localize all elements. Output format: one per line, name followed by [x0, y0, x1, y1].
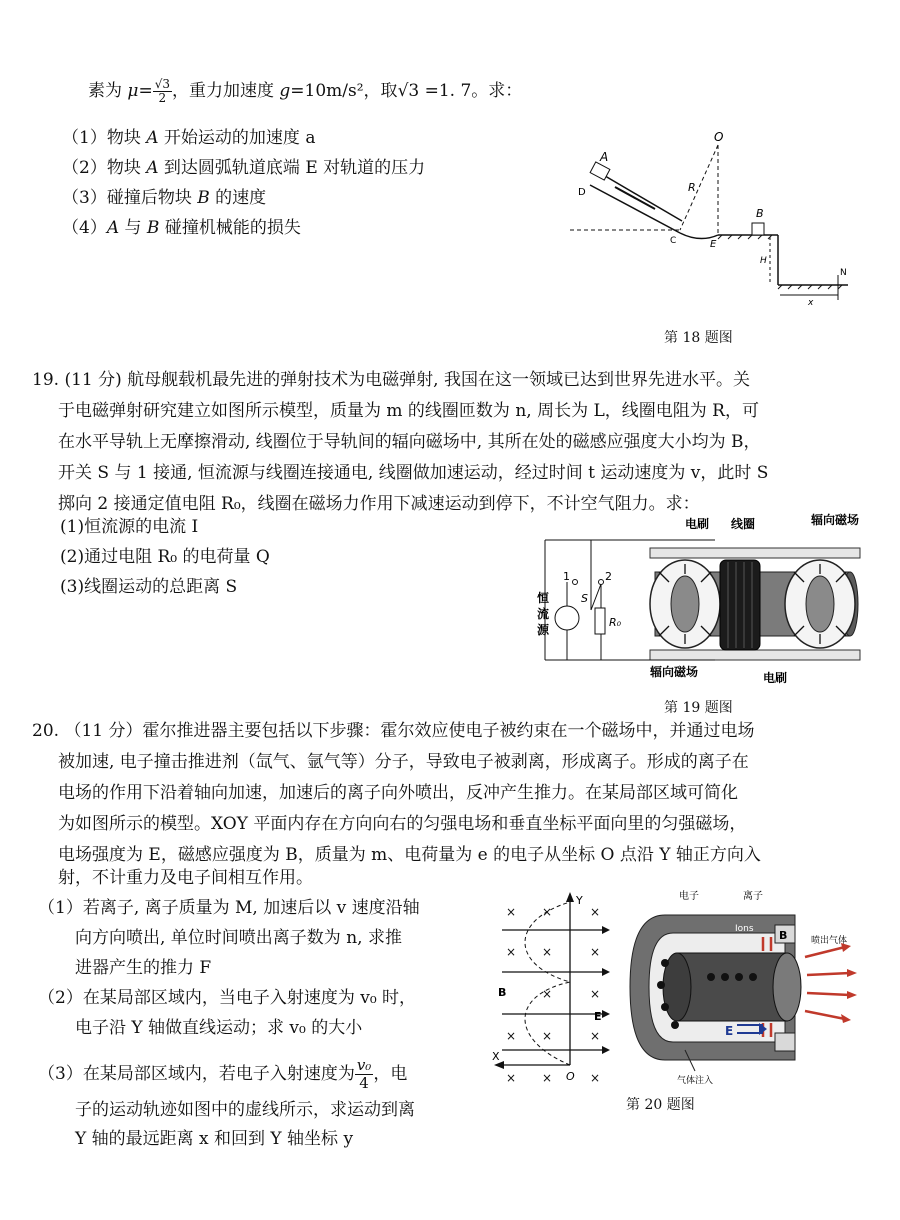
q20-item-2a: （2）在某局部区域内，当电子入射速度为 v₀ 时， — [38, 988, 417, 1008]
label-y-axis: Y — [576, 894, 583, 907]
q20-item-3b: 子的运动轨迹如图中的虚线所示，求运动到离 — [75, 1100, 415, 1120]
q19-line-3: 在水平导轨上无摩擦滑动, 线圈位于导轨间的辐向磁场中, 其所在处的磁感应强度大小均为 B， — [58, 432, 761, 452]
b-field-cross: × — [542, 1071, 553, 1085]
label-ions: Ions — [735, 924, 754, 934]
label-exhaust: 喷出气体 — [811, 936, 848, 946]
q18-item-4: （4）A 与 B 碰撞机械能的损失 — [62, 218, 301, 238]
q19-caption: 第 19 题图 — [664, 700, 733, 716]
fraction-v0-over-4: $\frac{\text{v₀}}{4}$ — [356, 1056, 372, 1092]
q19-item-3: (3)线圈运动的总距离 S — [60, 577, 238, 597]
label-source-1: 恒 — [537, 591, 550, 605]
q18-intro-line: 素为 μ= $\frac{√3}{2}$ ，重力加速度 g=10m/s²，取√3 =1. 7。求： — [88, 77, 523, 105]
label-x: x — [808, 298, 814, 308]
label-gas-inlet: 气体注入 — [677, 1076, 714, 1086]
q20-item-1a: （1）若离子, 离子质量为 M, 加速后以 v 速度沿轴 — [38, 898, 420, 918]
label-source-2: 流 — [537, 607, 550, 621]
b-field-cross: × — [590, 945, 601, 959]
resistor-r0 — [595, 608, 605, 634]
label-c: C — [670, 236, 677, 246]
b-field-cross: × — [506, 905, 517, 919]
q20-line-3: 电场的作用下沿着轴向加速，加速后的离子向外喷出，反冲产生推力。在某局部区域可简化 — [58, 783, 738, 803]
label-b: B — [498, 986, 507, 999]
label-e: E — [710, 239, 717, 250]
label-r: R — [688, 181, 696, 194]
q18-figure — [570, 125, 860, 315]
fraction-sqrt3-over-2: $\frac{√3}{2}$ — [154, 77, 170, 105]
label-electron: 电子 — [679, 891, 699, 902]
b-field-cross: × — [506, 1071, 517, 1085]
label-d: D — [578, 187, 586, 198]
q20-item-3c: Y 轴的最远距离 x 和回到 Y 轴坐标 y — [75, 1129, 354, 1149]
label-e: E — [594, 1010, 602, 1023]
q20-line-4: 为如图所示的模型。XOY 平面内存在方向向右的匀强电场和垂直坐标平面向里的匀强磁场， — [58, 814, 747, 834]
coil — [720, 560, 760, 650]
b-field-cross: × — [506, 1029, 517, 1043]
q19-line-4: 开关 S 与 1 接通, 恒流源与线圈连接通电, 线圈做加速运动，经过时间 t 运动速度为 v，此时 S — [58, 463, 769, 483]
q20-item-3a: （3）在某局部区域内，若电子入射速度为 $\frac{\text{v₀}}{4}$ ，电 — [38, 1056, 408, 1092]
b-field-cross: × — [542, 987, 553, 1001]
q20-line-1: 20. （11 分）霍尔推进器主要包括以下步骤：霍尔效应使电子被约束在一个磁场中，并通过电场 — [32, 721, 755, 741]
label-origin: O — [566, 1070, 575, 1083]
label-terminal-2: 2 — [605, 570, 612, 583]
label-ion: 离子 — [743, 891, 763, 902]
b-field-cross: × — [542, 1029, 553, 1043]
label-coil: 线圈 — [731, 517, 756, 531]
b-field-cross: × — [542, 905, 553, 919]
q18-caption: 第 18 题图 — [664, 330, 733, 346]
q19-item-1: (1)恒流源的电流 I — [60, 517, 199, 537]
q20-line-6: 射，不计重力及电子间相互作用。 — [58, 868, 313, 888]
q18-item-1: （1）物块 A 开始运动的加速度 a — [62, 128, 316, 148]
q20-thruster-figure — [625, 885, 875, 1095]
block-b — [752, 223, 764, 235]
label-b: B — [756, 207, 764, 220]
label-x-axis: X — [492, 1050, 500, 1063]
label-radial-bottom: 辐向磁场 — [650, 665, 699, 679]
label-terminal-1: 1 — [563, 570, 570, 583]
label-switch: S — [581, 592, 588, 605]
label-source-3: 源 — [537, 623, 550, 637]
label-n: N — [840, 268, 847, 278]
q20-item-1b: 向方向喷出, 单位时间喷出离子数为 n, 求推 — [75, 928, 402, 948]
q19-item-2: (2)通过电阻 R₀ 的电荷量 Q — [60, 547, 270, 567]
q19-line-2: 于电磁弹射研究建立如图所示模型，质量为 m 的线圈匝数为 n, 周长为 L，线圈电阻为 R，可 — [58, 401, 759, 421]
b-field-cross: × — [590, 1071, 601, 1085]
q20-item-1c: 进器产生的推力 F — [75, 958, 212, 978]
b-field-cross: × — [506, 945, 517, 959]
label-brush-bottom: 电刷 — [763, 671, 788, 685]
q18-item-2: （2）物块 A 到达圆弧轨道底端 E 对轨道的压力 — [62, 158, 426, 178]
label-o: O — [714, 130, 724, 144]
q20-line-5: 电场强度为 E，磁感应强度为 B，质量为 m、电荷量为 e 的电子从坐标 O 点沿 Y 轴正方向入 — [58, 845, 761, 865]
label-a: A — [600, 150, 609, 164]
label-h: H — [760, 256, 767, 266]
b-field-cross: × — [542, 945, 553, 959]
q19-line-5: 掷向 2 接通定值电阻 R₀，线圈在磁场力作用下减速运动到停下，不计空气阻力。求： — [58, 494, 700, 514]
label-radial-top: 辐向磁场 — [811, 513, 860, 527]
q18-item-3: （3）碰撞后物块 B 的速度 — [62, 188, 267, 208]
label-r0: R₀ — [609, 616, 622, 629]
q20-caption: 第 20 题图 — [626, 1097, 695, 1113]
current-source-icon — [555, 606, 579, 630]
q19-line-1: 19. (11 分) 航母舰载机最先进的弹射技术为电磁弹射, 我国在这一领域已达到世界先进水平。关 — [32, 370, 750, 390]
label-brush-top: 电刷 — [685, 517, 710, 531]
label-e-field: E — [725, 1024, 734, 1038]
label-b-field: B — [779, 929, 788, 942]
q20-item-2b: 电子沿 Y 轴做直线运动；求 v₀ 的大小 — [75, 1018, 363, 1038]
q19-figure — [535, 510, 865, 688]
b-field-cross: × — [590, 1029, 601, 1043]
q20-field-figure — [490, 890, 620, 1090]
q20-line-2: 被加速, 电子撞击推进剂（氙气、氩气等）分子，导致电子被剥离，形成离子。形成的离子在 — [58, 752, 749, 772]
b-field-cross: × — [590, 987, 601, 1001]
b-field-cross: × — [590, 905, 601, 919]
